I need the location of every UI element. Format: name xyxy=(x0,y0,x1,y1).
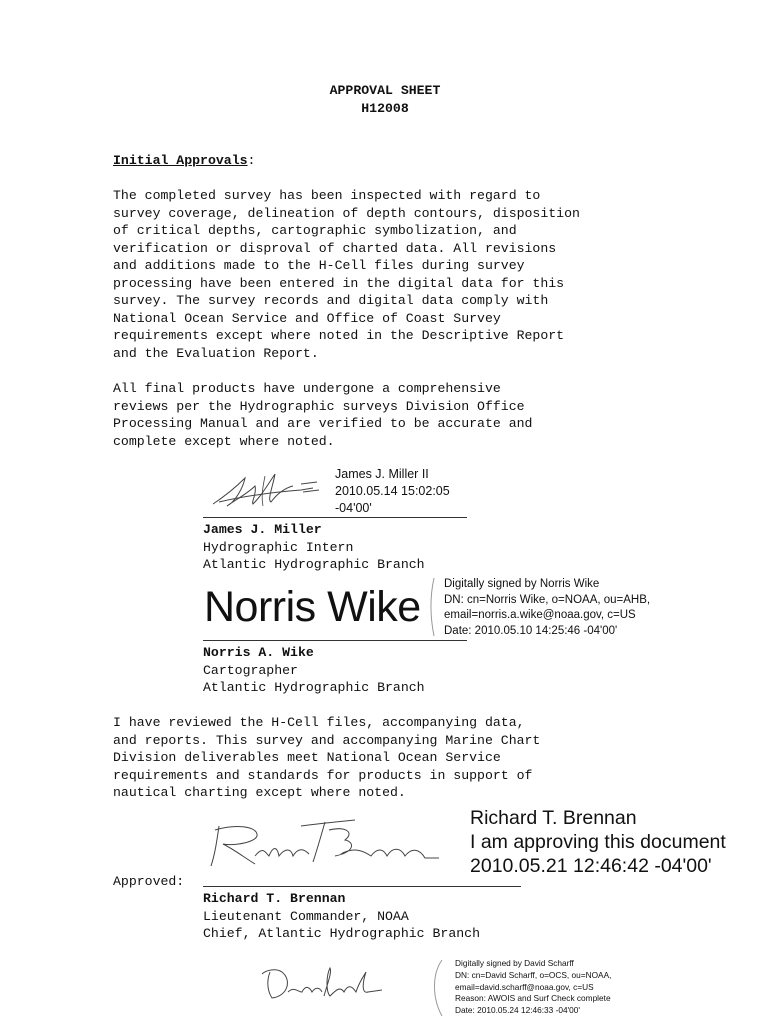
scharff-stamp-line: DN: cn=David Scharff, o=OCS, ou=NOAA, xyxy=(455,969,612,980)
scharff-signature xyxy=(258,962,388,1004)
miller-stamp-line: 2010.05.14 15:02:05 xyxy=(335,484,450,498)
paragraph-inspection: The completed survey has been inspected with regard to survey coverage, delineation of depth contours, disposition of critical depths, cartographic symbolization, and verification or disproval of charted data. All revisions and additions made to the H-Cell files during survey processing have been entered in the digital data for this survey. The survey records and digital data comply with National Ocean Service and Office of Coast Survey requirements except where noted in the Descriptive Report and the Evaluation Report. xyxy=(113,188,580,361)
brennan-name: Richard T. Brennan xyxy=(203,891,346,906)
brennan-signature-line xyxy=(203,886,521,887)
miller-stamp-line: -04'00' xyxy=(335,501,372,515)
brennan-title: Lieutenant Commander, NOAA xyxy=(203,909,409,924)
brennan-signature xyxy=(205,816,445,874)
miller-name: James J. Miller xyxy=(203,522,322,537)
paragraph-review: I have reviewed the H-Cell files, accompanying data, and reports. This survey and accompanying Marine Chart Division deliverables meet National Ocean Service requirements and standards for products in support of nautical charting except where noted. xyxy=(113,715,541,800)
miller-digital-stamp xyxy=(335,466,450,517)
brennan-stamp-line: 2010.05.21 12:46:42 -04'00' xyxy=(470,855,712,877)
paragraph-final-products: All final products have undergone a comprehensive reviews per the Hydrographic surveys Division Office Processing Manual and are verified to be accurate and complete except where noted. xyxy=(113,381,533,449)
scharff-stamp-line: Date: 2010.05.24 12:46:33 -04'00' xyxy=(455,1005,580,1016)
heading-colon: : xyxy=(247,153,256,168)
section-heading xyxy=(113,152,255,170)
wike-name: Norris A. Wike xyxy=(203,645,314,660)
scharff-digital-stamp xyxy=(455,958,611,1017)
miller-signature-line xyxy=(203,517,467,518)
document-title: APPROVAL SHEET xyxy=(329,83,441,98)
brennan-digital-stamp xyxy=(470,806,726,878)
wike-stamp-line: Date: 2010.05.10 14:25:46 -04'00' xyxy=(444,624,618,637)
wike-org: Atlantic Hydrographic Branch xyxy=(203,680,425,695)
scharff-stamp-divider xyxy=(428,958,448,1018)
survey-number: H12008 xyxy=(361,101,409,116)
brennan-stamp-line: Richard T. Brennan xyxy=(470,807,637,829)
miller-title: Hydrographic Intern xyxy=(203,540,354,555)
wike-signature: Norris Wike xyxy=(204,583,421,631)
miller-signature xyxy=(205,466,345,514)
wike-title: Cartographer xyxy=(203,663,298,678)
scharff-stamp-line: email=david.scharff@noaa.gov, c=US xyxy=(455,981,594,992)
wike-signature-line xyxy=(203,640,467,641)
wike-stamp-line: Digitally signed by Norris Wike xyxy=(444,578,600,590)
wike-digital-stamp xyxy=(444,577,650,639)
miller-stamp-line: James J. Miller II xyxy=(335,467,429,481)
scharff-stamp-line: Reason: AWOIS and Surf Check complete xyxy=(455,993,611,1004)
scharff-stamp-line: Digitally signed by David Scharff xyxy=(455,958,574,968)
miller-org: Atlantic Hydrographic Branch xyxy=(203,557,425,572)
brennan-org: Chief, Atlantic Hydrographic Branch xyxy=(203,926,480,941)
initial-approvals-label: Initial Approvals xyxy=(113,153,248,168)
approved-label: Approved: xyxy=(113,874,185,889)
wike-stamp-line: email=norris.a.wike@noaa.gov, c=US xyxy=(444,609,636,621)
brennan-stamp-line: I am approving this document xyxy=(470,831,726,853)
wike-stamp-divider xyxy=(426,576,438,638)
wike-stamp-line: DN: cn=Norris Wike, o=NOAA, ou=AHB, xyxy=(444,593,651,606)
